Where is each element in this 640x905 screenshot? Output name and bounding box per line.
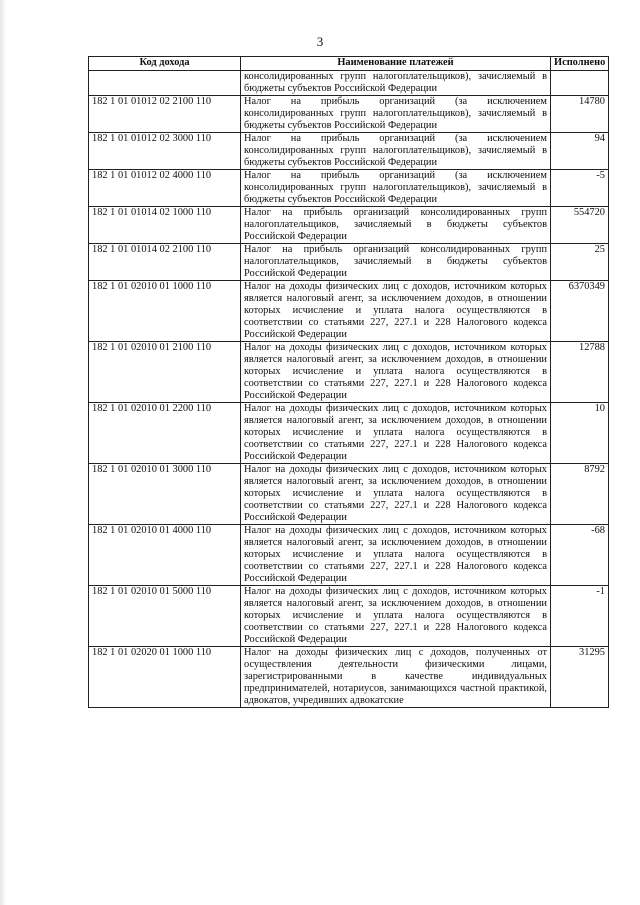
- table-row: [89, 133, 609, 170]
- payment-name: Налог на прибыль организаций (за исключением консолидированных групп налогоплательщиков), зачисляемый в бюджеты субъектов Российской Федерации: [241, 133, 551, 170]
- payment-name: Налог на доходы физических лиц с доходов, источником которых является налоговый агент, за исключением доходов, в отношении которых исчисление и уплата налога осуществляются в соответствии со статьями 227, 227.1 и 228 Налогового кодекса Российской Федерации: [241, 281, 551, 342]
- table-row: [89, 71, 609, 96]
- table-row: [89, 96, 609, 133]
- executed-amount: 554720: [551, 207, 609, 244]
- income-code: 182 1 01 02010 01 2200 110: [89, 403, 241, 464]
- income-code: 182 1 01 02010 01 5000 110: [89, 586, 241, 647]
- income-code: 182 1 01 01014 02 2100 110: [89, 244, 241, 281]
- income-code: 182 1 01 02010 01 4000 110: [89, 525, 241, 586]
- revenue-table: [88, 56, 609, 708]
- executed-amount: [551, 71, 609, 96]
- table-row: [89, 244, 609, 281]
- income-code: 182 1 01 02010 01 2100 110: [89, 342, 241, 403]
- table-row: [89, 207, 609, 244]
- table-row: [89, 464, 609, 525]
- table-row: [89, 525, 609, 586]
- executed-amount: 14780: [551, 96, 609, 133]
- table-row: [89, 647, 609, 708]
- payment-name: Налог на доходы физических лиц с доходов, источником которых является налоговый агент, за исключением доходов, в отношении которых исчисление и уплата налога осуществляются в соответствии со статьями 227, 227.1 и 228 Налогового кодекса Российской Федерации: [241, 586, 551, 647]
- table-row: [89, 342, 609, 403]
- payment-name: Налог на прибыль организаций (за исключением консолидированных групп налогоплательщиков), зачисляемый в бюджеты субъектов Российской Федерации: [241, 170, 551, 207]
- table-row: [89, 403, 609, 464]
- income-code: 182 1 01 01012 02 2100 110: [89, 96, 241, 133]
- payment-name: Налог на доходы физических лиц с доходов, источником которых является налоговый агент, за исключением доходов, в отношении которых исчисление и уплата налога осуществляются в соответствии со статьями 227, 227.1 и 228 Налогового кодекса Российской Федерации: [241, 464, 551, 525]
- executed-amount: 94: [551, 133, 609, 170]
- header-code: Код дохода: [89, 57, 241, 71]
- payment-name: Налог на прибыль организаций (за исключением консолидированных групп налогоплательщиков), зачисляемый в бюджеты субъектов Российской Федерации: [241, 96, 551, 133]
- income-code: 182 1 01 02020 01 1000 110: [89, 647, 241, 708]
- payment-name: Налог на прибыль организаций консолидированных групп налогоплательщиков, зачисляемый в бюджеты субъектов Российской Федерации: [241, 244, 551, 281]
- executed-amount: 8792: [551, 464, 609, 525]
- payment-name: Налог на доходы физических лиц с доходов, полученных от осуществления деятельности физическими лицами, зарегистрированными в качестве индивидуальных предпринимателей, нотариусов, занимающихся частной практикой, адвокатов, учредивших адвокатские: [241, 647, 551, 708]
- executed-amount: 6370349: [551, 281, 609, 342]
- executed-amount: 31295: [551, 647, 609, 708]
- table-row: [89, 281, 609, 342]
- executed-amount: -5: [551, 170, 609, 207]
- payment-name: Налог на прибыль организаций консолидированных групп налогоплательщиков, зачисляемый в бюджеты субъектов Российской Федерации: [241, 207, 551, 244]
- payment-name: Налог на доходы физических лиц с доходов, источником которых является налоговый агент, за исключением доходов, в отношении которых исчисление и уплата налога осуществляются в соответствии со статьями 227, 227.1 и 228 Налогового кодекса Российской Федерации: [241, 342, 551, 403]
- income-code: 182 1 01 01012 02 3000 110: [89, 133, 241, 170]
- executed-amount: 10: [551, 403, 609, 464]
- payment-name: Налог на доходы физических лиц с доходов, источником которых является налоговый агент, за исключением доходов, в отношении которых исчисление и уплата налога осуществляются в соответствии со статьями 227, 227.1 и 228 Налогового кодекса Российской Федерации: [241, 525, 551, 586]
- executed-amount: -1: [551, 586, 609, 647]
- income-code: [89, 71, 241, 96]
- executed-amount: 12788: [551, 342, 609, 403]
- income-code: 182 1 01 01012 02 4000 110: [89, 170, 241, 207]
- table-row: [89, 170, 609, 207]
- table-header-row: [89, 57, 609, 71]
- header-name: Наименование платежей: [241, 57, 551, 71]
- income-code: 182 1 01 02010 01 1000 110: [89, 281, 241, 342]
- income-code: 182 1 01 02010 01 3000 110: [89, 464, 241, 525]
- payment-name: Налог на доходы физических лиц с доходов, источником которых является налоговый агент, за исключением доходов, в отношении которых исчисление и уплата налога осуществляются в соответствии со статьями 227, 227.1 и 228 Налогового кодекса Российской Федерации: [241, 403, 551, 464]
- income-code: 182 1 01 01014 02 1000 110: [89, 207, 241, 244]
- executed-amount: -68: [551, 525, 609, 586]
- page-number: 3: [316, 34, 324, 49]
- header-value: Исполнено: [551, 57, 609, 71]
- payment-name: консолидированных групп налогоплательщиков), зачисляемый в бюджеты субъектов Российской Федерации: [241, 71, 551, 96]
- table-row: [89, 586, 609, 647]
- page-edge: [0, 0, 6, 905]
- executed-amount: 25: [551, 244, 609, 281]
